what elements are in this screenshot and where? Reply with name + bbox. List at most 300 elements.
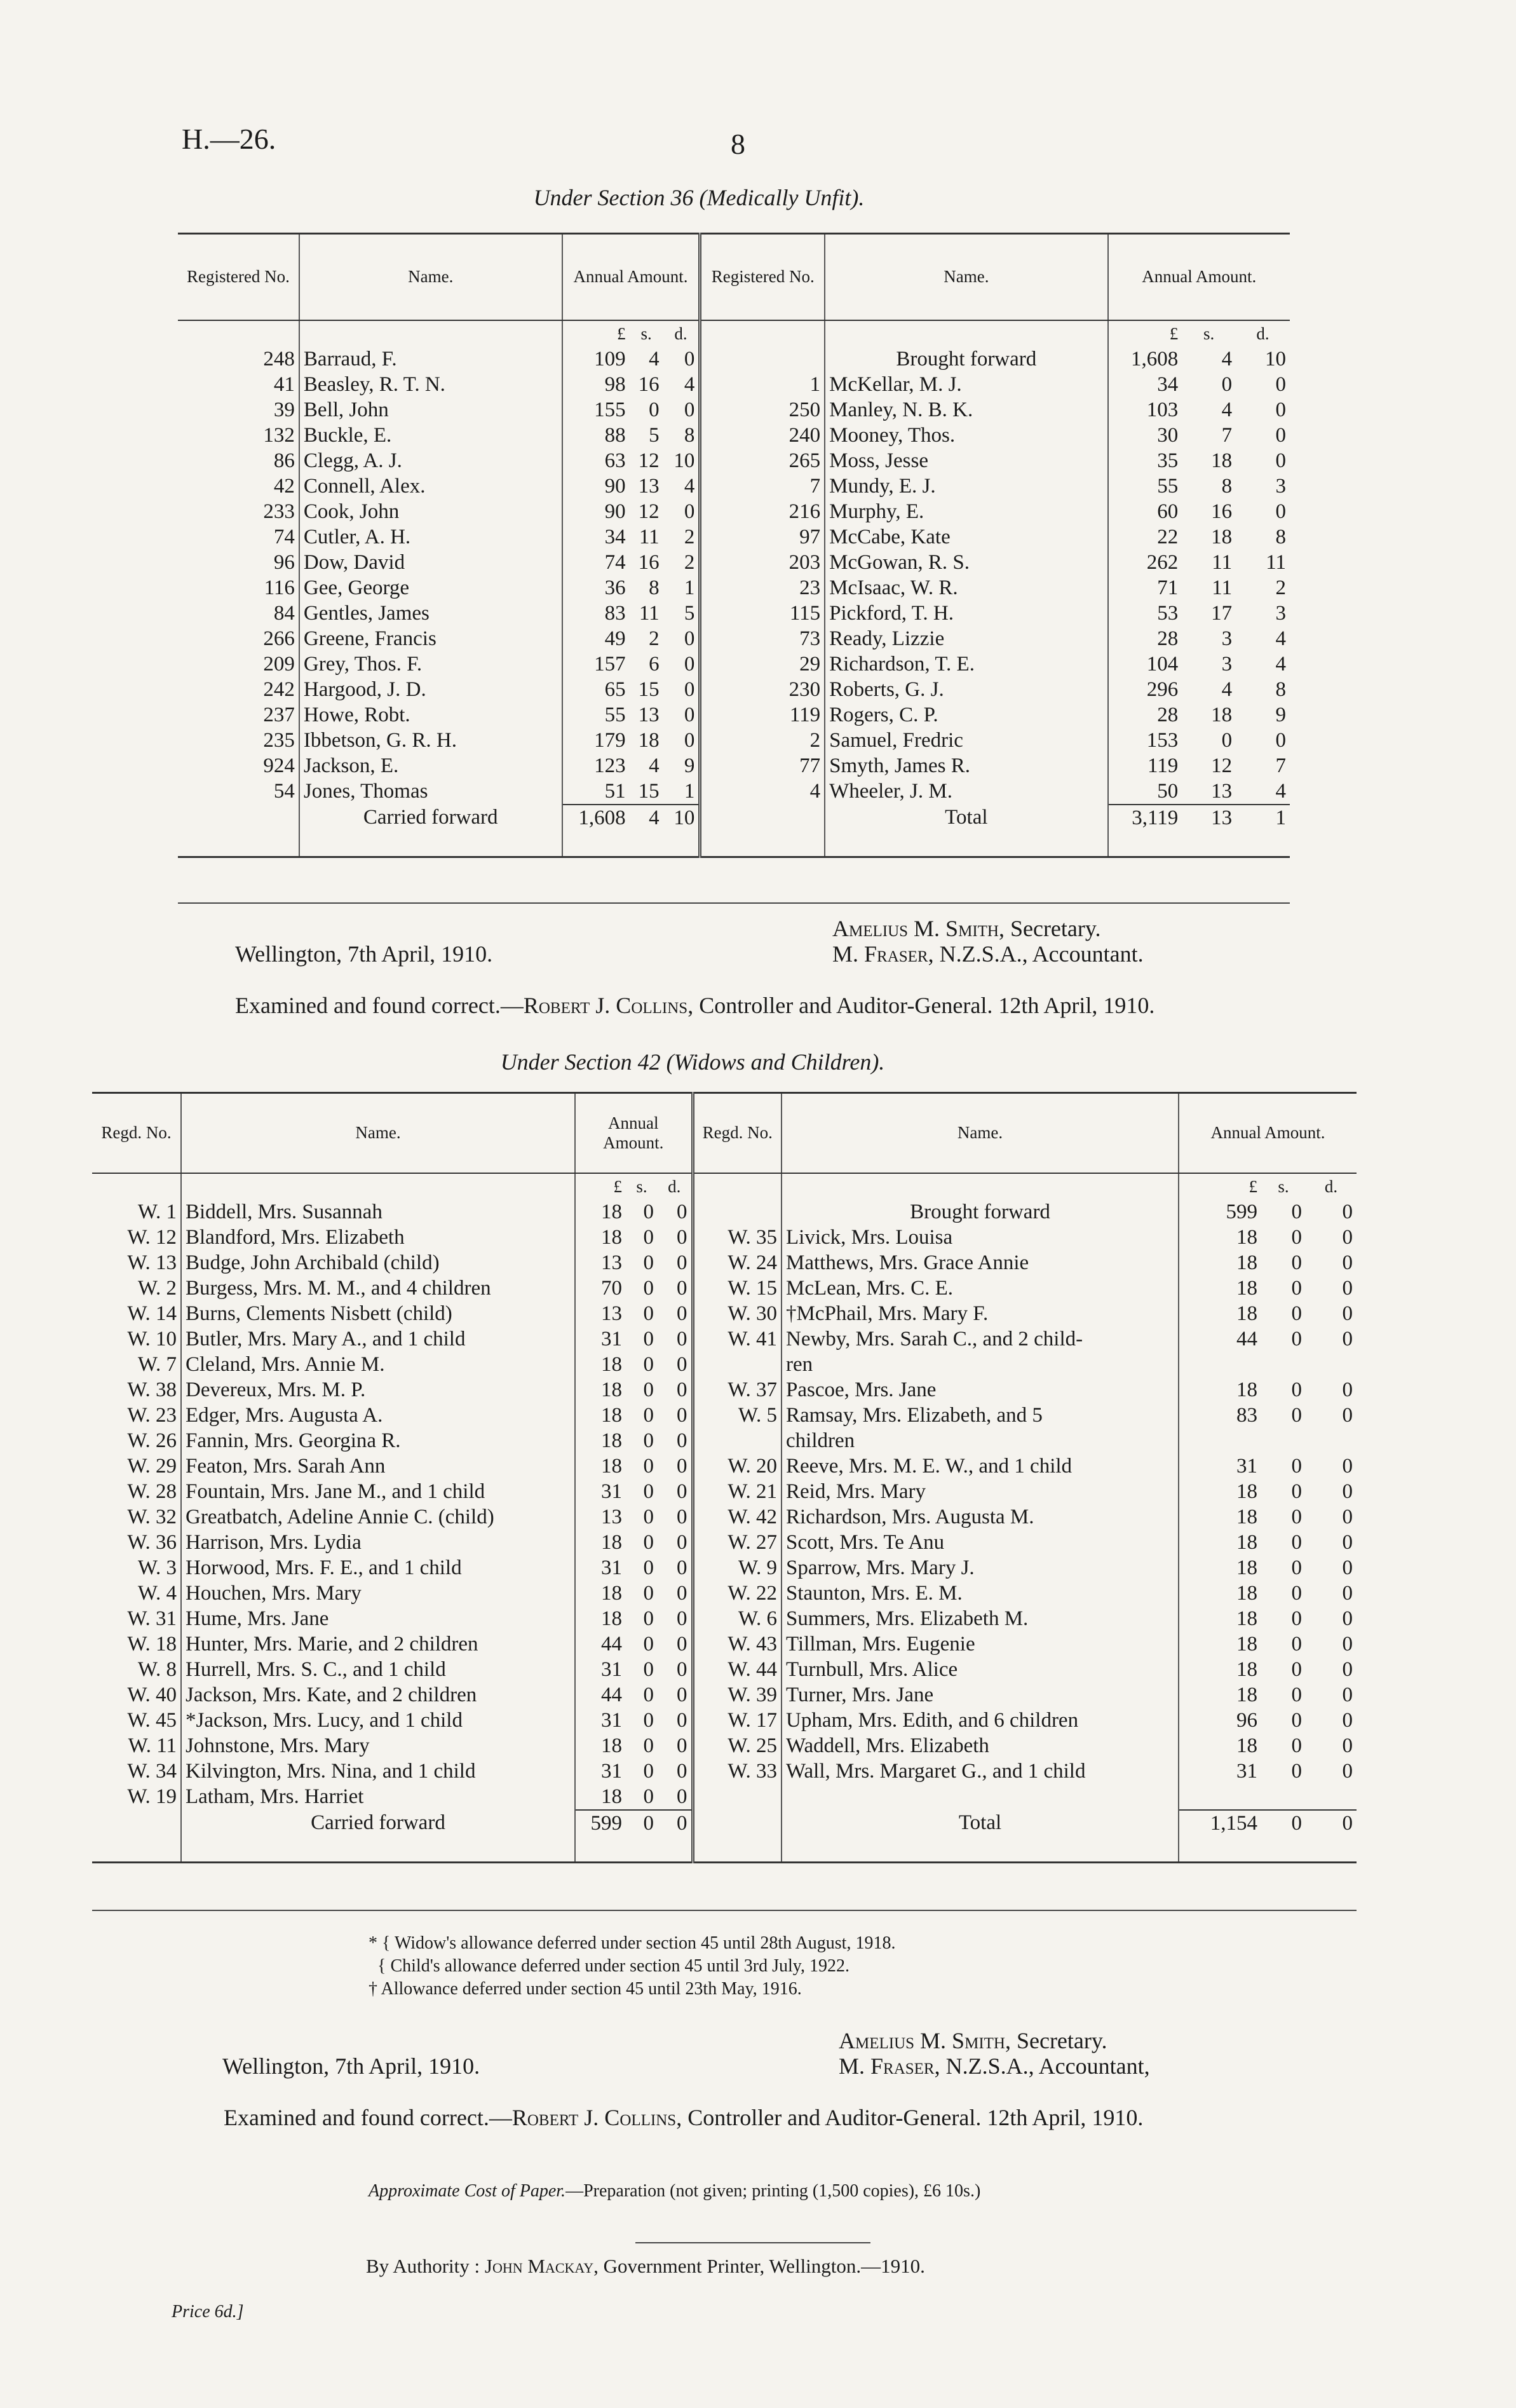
s42-header-name-right: Name. [782, 1093, 1179, 1173]
amount-shillings: 0 [643, 1581, 654, 1605]
amount-pence: 0 [658, 1352, 693, 1377]
amount-shillings: 0 [643, 1734, 654, 1757]
section42-table [92, 1092, 1357, 1863]
amount-pounds: 31 [601, 1657, 622, 1681]
amount-pence: 0 [663, 651, 700, 677]
table-row [92, 1453, 1357, 1479]
amount-shillings: 0 [1291, 1251, 1302, 1274]
member-name: Smyth, James R. [825, 753, 1107, 779]
amount-pence: 0 [658, 1250, 693, 1275]
summary-row [92, 1810, 1357, 1836]
reg-no: 216 [700, 499, 825, 524]
amount-pence: 0 [658, 1758, 693, 1784]
amount-pence: 0 [658, 1708, 693, 1733]
table-row [178, 651, 1290, 677]
table-row [178, 601, 1290, 626]
amount-pounds: 18 [1236, 1530, 1257, 1554]
reg-no: W. 6 [693, 1606, 782, 1631]
amount-pounds: 28 [1157, 627, 1179, 650]
amount-pounds: 13 [601, 1505, 622, 1528]
carried-pence: 0 [658, 1810, 693, 1836]
reg-no: W. 23 [92, 1403, 181, 1428]
amount-shillings: 11 [1212, 576, 1233, 599]
amount-pence: 3 [1275, 474, 1286, 498]
amount-pence: 0 [1342, 1302, 1353, 1325]
amount-pence: 0 [658, 1555, 693, 1581]
reg-no: W. 19 [92, 1784, 181, 1810]
table-row [178, 448, 1290, 473]
spacer [693, 1199, 782, 1225]
member-name: Grey, Thos. F. [299, 651, 562, 677]
reg-no: 119 [700, 702, 825, 728]
table-row [92, 1581, 1357, 1606]
brought-forward-label: Brought forward [825, 346, 1107, 372]
amount-pounds: 34 [604, 525, 626, 548]
brought-pence: 10 [1265, 347, 1286, 371]
reg-no: W. 20 [693, 1453, 782, 1479]
amount-pounds: 51 [604, 779, 626, 803]
member-name: Gentles, James [299, 601, 562, 626]
amount-pounds: 18 [1236, 1225, 1257, 1249]
member-name: Richardson, T. E. [825, 651, 1107, 677]
currency-row [178, 320, 1290, 346]
member-name: Samuel, Fredric [825, 728, 1107, 753]
amount-pounds: 123 [594, 754, 626, 777]
member-name: *Jackson, Mrs. Lucy, and 1 child [181, 1708, 575, 1733]
reg-no: 2 [700, 728, 825, 753]
reg-no: W. 21 [693, 1479, 782, 1504]
spacer [825, 320, 1107, 346]
s36-header-name-right: Name. [825, 234, 1107, 320]
amount-pounds: 13 [601, 1251, 622, 1274]
member-name: Johnstone, Mrs. Mary [181, 1733, 575, 1758]
amount-pounds: 18 [1236, 1581, 1257, 1605]
reg-no: W. 34 [92, 1758, 181, 1784]
currency-row [92, 1173, 1357, 1199]
sig1-secretary: Amelius M. Smith, Secretary. [832, 916, 1101, 941]
member-name: Newby, Mrs. Sarah C., and 2 child- [782, 1326, 1179, 1352]
amount-shillings: 0 [1221, 372, 1233, 396]
reg-no: W. 43 [693, 1631, 782, 1657]
carried-forward-label: Carried forward [299, 805, 562, 831]
member-name: †McPhail, Mrs. Mary F. [782, 1301, 1179, 1326]
member-name: Cook, John [299, 499, 562, 524]
member-name: Horwood, Mrs. F. E., and 1 child [181, 1555, 575, 1581]
table-row [178, 575, 1290, 601]
reg-no: W. 17 [693, 1708, 782, 1733]
amount-shillings: 18 [1211, 703, 1233, 726]
spacer [562, 831, 630, 857]
amount-shillings: 4 [649, 347, 660, 371]
member-name: Wheeler, J. M. [825, 779, 1107, 805]
amount-shillings: 3 [1221, 652, 1233, 676]
reg-no: 209 [178, 651, 299, 677]
amount-shillings: 13 [638, 474, 660, 498]
reg-no: W. 25 [693, 1733, 782, 1758]
amount-pence: 4 [663, 473, 700, 499]
amount-shillings: 0 [643, 1200, 654, 1223]
spacer [700, 831, 825, 857]
section36-body [178, 320, 1290, 857]
table-row [178, 499, 1290, 524]
reg-no: 84 [178, 601, 299, 626]
spacer [178, 320, 299, 346]
currency-pound: £ [1249, 1176, 1257, 1196]
member-name: Kilvington, Mrs. Nina, and 1 child [181, 1758, 575, 1784]
amount-pence: 8 [1275, 677, 1286, 701]
amount-pence: 7 [1275, 754, 1286, 777]
amount-pounds: 18 [601, 1454, 622, 1478]
amount-pounds: 18 [601, 1734, 622, 1757]
member-name: Fannin, Mrs. Georgina R. [181, 1428, 575, 1453]
amount-pence: 0 [658, 1199, 693, 1225]
reg-no: 132 [178, 423, 299, 448]
page-number: 8 [731, 128, 745, 160]
spacer [782, 1836, 1179, 1863]
spacer [782, 1784, 1179, 1810]
reg-no: 203 [700, 550, 825, 575]
amount-pounds: 18 [1236, 1251, 1257, 1274]
cost-of-paper: Approximate Cost of Paper.—Preparation (not given; printing (1,500 copies), £6 10s.) [369, 2181, 981, 2201]
amount-pounds: 153 [1146, 728, 1179, 752]
member-name: Reid, Mrs. Mary [782, 1479, 1179, 1504]
amount-pence: 0 [663, 728, 700, 753]
amount-pence: 8 [1275, 525, 1286, 548]
amount-pounds: 18 [601, 1403, 622, 1427]
amount-pounds: 55 [1157, 474, 1179, 498]
member-name: Wall, Mrs. Margaret G., and 1 child [782, 1758, 1179, 1784]
sig1-place-date: Wellington, 7th April, 1910. [235, 941, 493, 967]
spacer [1108, 831, 1182, 857]
amount-pence: 5 [663, 601, 700, 626]
spacer [181, 1173, 575, 1199]
amount-shillings: 0 [649, 398, 660, 421]
amount-shillings: 13 [1211, 779, 1233, 803]
amount-pence: 1 [663, 779, 700, 805]
table-row [92, 1377, 1357, 1403]
reg-no: W. 24 [693, 1250, 782, 1275]
amount-shillings: 12 [638, 449, 660, 472]
member-name: Ramsay, Mrs. Elizabeth, and 5 [782, 1403, 1179, 1428]
amount-shillings: 0 [1291, 1530, 1302, 1554]
member-name: Waddell, Mrs. Elizabeth [782, 1733, 1179, 1758]
reg-no: W. 32 [92, 1504, 181, 1530]
amount-shillings: 0 [1291, 1302, 1302, 1325]
section36-title: Under Section 36 (Medically Unfit). [533, 185, 865, 210]
spacer [1182, 831, 1236, 857]
amount-pence: 0 [658, 1504, 693, 1530]
member-name: Manley, N. B. K. [825, 397, 1107, 423]
amount-pence: 0 [658, 1682, 693, 1708]
spacer [700, 320, 825, 346]
table-row [92, 1784, 1357, 1810]
amount-shillings: 0 [643, 1251, 654, 1274]
member-name: Clegg, A. J. [299, 448, 562, 473]
amount-pence: 0 [1275, 728, 1286, 752]
currency-pound: £ [1169, 323, 1179, 343]
amount-shillings: 0 [1291, 1378, 1302, 1401]
reg-no: W. 42 [693, 1504, 782, 1530]
s36-header-amount-left: Annual Amount. [562, 234, 700, 320]
amount-shillings: 4 [1221, 677, 1233, 701]
amount-pence: 0 [658, 1428, 693, 1453]
currency-shilling: s. [640, 323, 652, 343]
amount-pence: 8 [663, 423, 700, 448]
amount-shillings: 7 [1221, 423, 1233, 447]
spacer [700, 346, 825, 372]
amount-shillings: 0 [643, 1225, 654, 1249]
amount-pence: 0 [1342, 1734, 1353, 1757]
amount-pence: 2 [663, 550, 700, 575]
reg-no: 235 [178, 728, 299, 753]
member-name: Turnbull, Mrs. Alice [782, 1657, 1179, 1682]
table-row [92, 1530, 1357, 1555]
amount-pounds: 103 [1146, 398, 1179, 421]
member-name: Livick, Mrs. Louisa [782, 1225, 1179, 1250]
sig1-examined: Examined and found correct.—Robert J. Collins, Controller and Auditor-General. 12th April, 1910. [235, 993, 1155, 1018]
amount-pence: 0 [658, 1275, 693, 1301]
amount-pence: 0 [1275, 449, 1286, 472]
amount-shillings: 0 [1291, 1759, 1302, 1783]
section36-table [178, 233, 1290, 858]
reg-no: 73 [700, 626, 825, 651]
spacer [92, 1173, 181, 1199]
s36-header-reg-left: Registered No. [178, 234, 299, 320]
table-row [92, 1555, 1357, 1581]
spacer [693, 1784, 782, 1810]
table-row [178, 779, 1290, 805]
reg-no: W. 40 [92, 1682, 181, 1708]
table-row [92, 1199, 1357, 1225]
spacer [700, 805, 825, 831]
amount-shillings: 18 [1211, 525, 1233, 548]
reg-no: W. 44 [693, 1657, 782, 1682]
reg-no: 42 [178, 473, 299, 499]
amount-shillings: 0 [1291, 1708, 1302, 1732]
amount-pence: 0 [658, 1733, 693, 1758]
amount-shillings: 0 [643, 1327, 654, 1350]
table-row [92, 1606, 1357, 1631]
currency-pence: d. [1256, 323, 1269, 343]
amount-pence: 0 [658, 1301, 693, 1326]
price: Price 6d.] [172, 2302, 244, 2322]
reg-no: 1 [700, 372, 825, 397]
amount-pounds: 44 [1236, 1327, 1257, 1350]
member-name: Hunter, Mrs. Marie, and 2 children [181, 1631, 575, 1657]
spacer [663, 831, 700, 857]
amount-pounds: 22 [1157, 525, 1179, 548]
currency-shilling: s. [1278, 1176, 1289, 1196]
amount-pounds: 18 [1236, 1734, 1257, 1757]
amount-pounds: 18 [1236, 1683, 1257, 1706]
amount-shillings: 4 [649, 754, 660, 777]
table-row [92, 1352, 1357, 1377]
reg-no: 924 [178, 753, 299, 779]
member-name: Houchen, Mrs. Mary [181, 1581, 575, 1606]
s36-header-reg-right: Registered No. [700, 234, 825, 320]
sig2-accountant: M. Fraser, N.Z.S.A., Accountant, [839, 2053, 1150, 2079]
amount-pence: 0 [658, 1479, 693, 1504]
carried-pounds: 599 [575, 1810, 626, 1836]
spacer [1179, 1836, 1261, 1863]
member-name: Harrison, Mrs. Lydia [181, 1530, 575, 1555]
reg-no: W. 2 [92, 1275, 181, 1301]
reg-no: W. 27 [693, 1530, 782, 1555]
brought-forward-label: Brought forward [782, 1199, 1179, 1225]
amount-shillings: 0 [1291, 1479, 1302, 1503]
s36-header-name-left: Name. [299, 234, 562, 320]
spacer [181, 1836, 575, 1863]
member-name: Upham, Mrs. Edith, and 6 children [782, 1708, 1179, 1733]
member-name: Greatbatch, Adeline Annie C. (child) [181, 1504, 575, 1530]
table-row [92, 1250, 1357, 1275]
amount-shillings: 0 [643, 1683, 654, 1706]
amount-pence: 0 [1342, 1505, 1353, 1528]
total-pence: 1 [1236, 805, 1290, 831]
amount-pounds: 83 [604, 601, 626, 625]
currency-pound: £ [617, 323, 626, 343]
reg-no: 265 [700, 448, 825, 473]
amount-pence: 0 [663, 397, 700, 423]
reg-no: 116 [178, 575, 299, 601]
member-name: Butler, Mrs. Mary A., and 1 child [181, 1326, 575, 1352]
member-name: Tillman, Mrs. Eugenie [782, 1631, 1179, 1657]
amount-shillings: 0 [1221, 728, 1233, 752]
member-name: Buckle, E. [299, 423, 562, 448]
member-name: Howe, Robt. [299, 702, 562, 728]
amount-pounds: 63 [604, 449, 626, 472]
amount-shillings: 0 [643, 1403, 654, 1427]
reg-no: W. 37 [693, 1377, 782, 1403]
amount-shillings: 0 [643, 1556, 654, 1579]
amount-pence: 11 [1266, 550, 1286, 574]
spacer [825, 831, 1107, 857]
amount-pence: 9 [1275, 703, 1286, 726]
reg-no: W. 4 [92, 1581, 181, 1606]
reg-no: W. 33 [693, 1758, 782, 1784]
amount-pounds: 296 [1146, 677, 1179, 701]
amount-pence: 0 [1342, 1378, 1353, 1401]
reg-no: 29 [700, 651, 825, 677]
amount-pounds: 98 [604, 372, 626, 396]
table-row [178, 753, 1290, 779]
reg-no: W. 26 [92, 1428, 181, 1453]
reg-no: 230 [700, 677, 825, 702]
member-name: Pascoe, Mrs. Jane [782, 1377, 1179, 1403]
currency-shilling: s. [1203, 323, 1215, 343]
amount-shillings: 18 [638, 728, 660, 752]
amount-pounds: 60 [1157, 500, 1179, 523]
member-name: ren [782, 1352, 1179, 1377]
amount-pounds: 31 [601, 1556, 622, 1579]
amount-pounds: 18 [1236, 1607, 1257, 1630]
summary-row [178, 805, 1290, 831]
brought-shillings: 0 [1291, 1200, 1302, 1223]
member-name: Budge, John Archibald (child) [181, 1250, 575, 1275]
amount-pence: 0 [1342, 1479, 1353, 1503]
amount-pounds: 30 [1157, 423, 1179, 447]
member-name: Dow, David [299, 550, 562, 575]
amount-pounds: 179 [594, 728, 626, 752]
reg-no: W. 13 [92, 1250, 181, 1275]
reg-no: W. 35 [693, 1225, 782, 1250]
spacer [299, 320, 562, 346]
footnote-dagger: † Allowance deferred under section 45 until 23th May, 1916. [369, 1979, 802, 1999]
total-label: Total [782, 1810, 1179, 1836]
table-row [92, 1225, 1357, 1250]
amount-pounds: 18 [1236, 1657, 1257, 1681]
member-name: Jackson, E. [299, 753, 562, 779]
member-name: Matthews, Mrs. Grace Annie [782, 1250, 1179, 1275]
amount-pounds: 18 [1236, 1276, 1257, 1300]
section42-body [92, 1173, 1357, 1863]
reg-no [693, 1352, 782, 1377]
amount-pence: 0 [1342, 1403, 1353, 1427]
table-row [92, 1758, 1357, 1784]
amount-pence: 10 [663, 448, 700, 473]
amount-pence: 4 [1275, 627, 1286, 650]
amount-pounds: 96 [1236, 1708, 1257, 1732]
amount-pence: 0 [658, 1377, 693, 1403]
total-shillings: 13 [1182, 805, 1236, 831]
table-row [178, 372, 1290, 397]
member-name: Biddell, Mrs. Susannah [181, 1199, 575, 1225]
amount-pence: 0 [663, 677, 700, 702]
amount-pounds: 83 [1236, 1403, 1257, 1427]
table-row [92, 1301, 1357, 1326]
amount-pounds: 31 [1236, 1759, 1257, 1783]
amount-pounds: 49 [604, 627, 626, 650]
table-row [92, 1428, 1357, 1453]
member-name: Moss, Jesse [825, 448, 1107, 473]
total-pounds: 1,154 [1179, 1810, 1261, 1836]
amount-pence: 0 [658, 1403, 693, 1428]
amount-pounds: 18 [601, 1378, 622, 1401]
amount-pounds: 44 [601, 1683, 622, 1706]
amount-shillings: 0 [1291, 1657, 1302, 1681]
reg-no: 39 [178, 397, 299, 423]
member-name: Jones, Thomas [299, 779, 562, 805]
amount-shillings [1261, 1428, 1306, 1453]
amount-pounds: 70 [601, 1276, 622, 1300]
reg-no: W. 10 [92, 1326, 181, 1352]
amount-pence: 0 [1342, 1530, 1353, 1554]
amount-pounds: 262 [1146, 550, 1179, 574]
table-row [92, 1631, 1357, 1657]
amount-pounds: 18 [1236, 1632, 1257, 1656]
table-row [92, 1403, 1357, 1428]
table-row [178, 397, 1290, 423]
member-name: Hargood, J. D. [299, 677, 562, 702]
member-name: Hume, Mrs. Jane [181, 1606, 575, 1631]
total-shillings: 0 [1261, 1810, 1306, 1836]
reg-no: 74 [178, 524, 299, 550]
amount-shillings: 0 [643, 1276, 654, 1300]
reg-no: 240 [700, 423, 825, 448]
amount-pounds: 53 [1157, 601, 1179, 625]
amount-pounds: 109 [594, 347, 626, 371]
table-row [178, 524, 1290, 550]
reg-no: W. 38 [92, 1377, 181, 1403]
amount-shillings: 0 [1291, 1632, 1302, 1656]
sig1-accountant: M. Fraser, N.Z.S.A., Accountant. [832, 941, 1144, 967]
reg-no: 115 [700, 601, 825, 626]
reg-no: W. 45 [92, 1708, 181, 1733]
member-name: Burns, Clements Nisbett (child) [181, 1301, 575, 1326]
amount-pence: 3 [1275, 601, 1286, 625]
amount-pence: 0 [1342, 1454, 1353, 1478]
reg-no: 77 [700, 753, 825, 779]
